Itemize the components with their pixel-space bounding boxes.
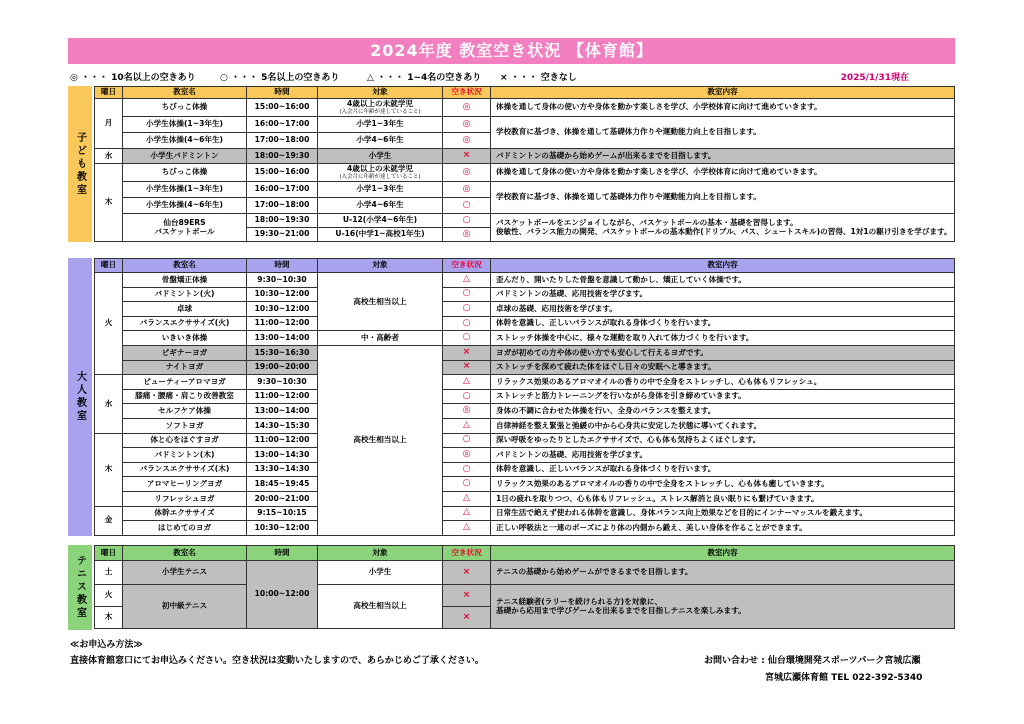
legend-5plus: ○ ・・・ 5名以上の空きあり (220, 73, 340, 83)
legend (70, 70, 955, 84)
class-name: ちびっこ体操 (123, 99, 247, 117)
day-cell: 木 (95, 164, 123, 242)
class-content: 体操を通して身体の使い方や身体を動かす楽しさを学び、小学校体育に向けて進めていきます。 (491, 164, 955, 182)
table-row (95, 345, 955, 360)
class-target: 高校生相当以上 (318, 585, 443, 629)
availability-mark: ○ (443, 462, 491, 477)
class-target: 高校生相当以上 (318, 345, 443, 535)
class-name: ちびっこ体操 (123, 164, 247, 182)
header-content: 教室内容 (491, 546, 955, 561)
availability-mark: ◎ (443, 117, 491, 133)
table-row (95, 561, 955, 585)
class-time: 9:30~10:30 (247, 375, 318, 390)
class-name: アロマヒーリングヨガ (123, 477, 247, 492)
class-target: U-16(中学1~高校1年生) (318, 228, 443, 242)
target-note: (入会月に年齢が達していること) (339, 108, 421, 115)
availability-mark: ○ (443, 198, 491, 214)
class-name: 初中級テニス (123, 585, 247, 629)
availability-mark: ◎ (443, 448, 491, 463)
table-row (95, 404, 955, 419)
table-row (95, 273, 955, 288)
kids-table (94, 86, 955, 242)
day-cell: 木 (95, 607, 123, 629)
availability-mark: ○ (443, 331, 491, 346)
header-day: 曜日 (95, 546, 123, 561)
availability-mark: △ (443, 273, 491, 288)
header-status: 空き状況 (443, 546, 491, 561)
class-time: 15:00~16:00 (247, 164, 318, 182)
header-name: 教室名 (123, 87, 247, 99)
header-content: 教室内容 (491, 87, 955, 99)
availability-mark: ○ (443, 302, 491, 317)
class-content: ストレッチと筋力トレーニングを行いながら身体を引き締めていきます。 (491, 389, 955, 404)
class-name-line2: バスケットボール (154, 226, 215, 236)
content-line1: テニス経験者(ラリーを続けられる方)を対象に、 (496, 597, 663, 607)
class-name: 小学生体操(1~3年生) (123, 117, 247, 133)
availability-mark: ○ (443, 477, 491, 492)
header-name: 教室名 (123, 546, 247, 561)
day-cell: 木 (95, 433, 123, 506)
class-target: 小学4~6年生 (318, 133, 443, 149)
class-time: 16:00~17:00 (247, 182, 318, 198)
header-name: 教室名 (123, 259, 247, 273)
class-content: 卓球の基礎、応用技術を学びます。 (491, 302, 955, 317)
class-time: 11:00~12:00 (247, 316, 318, 331)
class-name (123, 214, 247, 242)
table-row (95, 585, 955, 607)
adults-section-label: 大人教室 (68, 258, 92, 536)
tennis-table (94, 545, 955, 629)
class-content: 身体の不調に合わせた体操を行い、全身のバランスを整えます。 (491, 404, 955, 419)
class-target: 小学1~3年生 (318, 117, 443, 133)
header-target: 対象 (318, 87, 443, 99)
class-content: バドミントンの基礎、応用技術を学びます。 (491, 448, 955, 463)
legend-full: × ・・・ 空きなし (500, 73, 577, 83)
header-day: 曜日 (95, 87, 123, 99)
table-row (95, 302, 955, 317)
table-row (95, 117, 955, 133)
table-row (95, 389, 955, 404)
header-status: 空き状況 (443, 259, 491, 273)
adults-table (94, 258, 955, 536)
class-time: 13:30~14:30 (247, 462, 318, 477)
availability-mark: × (443, 607, 491, 629)
availability-mark: △ (443, 521, 491, 536)
class-content: 学校教育に基づき、体操を通して基礎体力作りや運動能力向上を目指します。 (491, 117, 955, 149)
class-time: 10:30~12:00 (247, 287, 318, 302)
class-name: 体幹エクササイズ (123, 506, 247, 521)
class-target: 小学生 (318, 561, 443, 585)
class-time: 19:30~21:00 (247, 228, 318, 242)
availability-mark: △ (443, 375, 491, 390)
content-line2: 俊敏性、バランス能力の開発、バスケットボールの基本動作(ドリブル、パス、シュートスキル)の習得、1対1の駆け引きを学びます。 (496, 226, 952, 236)
class-name: 小学生体操(1~3年生) (123, 182, 247, 198)
content-line1: バスケットボールをエンジョイしながら、バスケットボールの基本・基礎を習得します。 (496, 218, 798, 228)
class-content: 1日の疲れを取りつつ、心も体もリフレッシュ。ストレス解消と良い眠りにも繋げていきます。 (491, 491, 955, 506)
class-name: セルフケア体操 (123, 404, 247, 419)
application-method-text: 直接体育館窓口にてお申込みください。空き状況は変動いたしますので、あらかじめご了承ください。 (70, 656, 484, 666)
class-content (491, 214, 955, 242)
class-time: 17:00~18:00 (247, 198, 318, 214)
availability-mark: ○ (443, 433, 491, 448)
table-row (95, 521, 955, 536)
class-time: 10:30~12:00 (247, 521, 318, 536)
class-name-line1: 仙台89ERS (163, 218, 206, 228)
class-time: 19:00~20:00 (247, 360, 318, 375)
class-name: ビューティーアロマヨガ (123, 375, 247, 390)
class-content: 体幹を意識し、正しいバランスが取れる身体づくりを行います。 (491, 462, 955, 477)
contact-tel: 宮城広瀬体育館 TEL 022-392-5340 (765, 673, 923, 683)
class-name: 小学生体操(4~6年生) (123, 198, 247, 214)
day-cell: 金 (95, 506, 123, 535)
class-content (491, 585, 955, 629)
target-text: 4歳以上の未就学児 (346, 99, 414, 109)
availability-mark: × (443, 561, 491, 585)
header-day: 曜日 (95, 259, 123, 273)
class-time: 9:30~10:30 (247, 273, 318, 288)
class-name: 小学生バドミントン (123, 149, 247, 164)
table-row (95, 433, 955, 448)
class-time: 18:00~19:30 (247, 214, 318, 228)
class-time: 20:00~21:00 (247, 491, 318, 506)
class-content: リラックス効果のあるアロマオイルの香りの中で全身をストレッチし、心も体も癒していきます。 (491, 477, 955, 492)
page-title: 2024年度 教室空き状況 【体育館】 (68, 38, 955, 64)
table-row (95, 418, 955, 433)
contact-info: お問い合わせ : 仙台環境開発スポーツパーク宮城広瀬 (704, 656, 921, 666)
availability-mark: △ (443, 418, 491, 433)
target-text: 4歳以上の未就学児 (346, 164, 414, 174)
class-time: 11:00~12:00 (247, 433, 318, 448)
as-of-date: 2025/1/31現在 (840, 73, 909, 83)
header-target: 対象 (318, 259, 443, 273)
class-time: 15:00~16:00 (247, 99, 318, 117)
table-row (95, 214, 955, 228)
class-content: 歪んだり、開いたりした骨盤を意識して動かし、矯正していく体操です。 (491, 273, 955, 288)
availability-mark: ○ (443, 389, 491, 404)
table-row (95, 462, 955, 477)
day-cell: 月 (95, 99, 123, 149)
availability-mark: ◎ (443, 164, 491, 182)
class-name: ビギナーヨガ (123, 345, 247, 360)
day-cell: 水 (95, 149, 123, 164)
class-target: 小学4~6年生 (318, 198, 443, 214)
class-target: 高校生相当以上 (318, 273, 443, 331)
table-row (95, 287, 955, 302)
class-time: 9:15~10:15 (247, 506, 318, 521)
kids-header-row (95, 87, 955, 99)
day-cell: 火 (95, 585, 123, 607)
availability-mark: ◎ (443, 99, 491, 117)
class-name: 骨盤矯正体操 (123, 273, 247, 288)
class-name: バランスエクササイズ(火) (123, 316, 247, 331)
table-row (95, 477, 955, 492)
class-time: 13:00~14:30 (247, 448, 318, 463)
header-content: 教室内容 (491, 259, 955, 273)
legend-1to4: △ ・・・ 1~4名の空きあり (367, 73, 482, 83)
availability-mark: ○ (443, 287, 491, 302)
class-time: 18:45~19:45 (247, 477, 318, 492)
class-name: 体と心をほぐすヨガ (123, 433, 247, 448)
class-name: バドミントン(火) (123, 287, 247, 302)
class-name: はじめてのヨガ (123, 521, 247, 536)
class-target: 中・高齢者 (318, 331, 443, 346)
availability-mark: ◎ (443, 182, 491, 198)
content-line2: 基礎から応用まで学びゲームを出来るまでを目指しテニスを楽しみます。 (496, 605, 746, 615)
class-time: 17:00~18:00 (247, 133, 318, 149)
day-cell: 火 (95, 273, 123, 375)
class-time: 16:00~17:00 (247, 117, 318, 133)
table-row (95, 491, 955, 506)
tennis-section-label: テニス教室 (68, 545, 92, 630)
class-time: 18:00~19:30 (247, 149, 318, 164)
availability-mark: ◎ (443, 404, 491, 419)
day-cell: 水 (95, 375, 123, 433)
class-content: バドミントンの基礎から始めゲームが出来るまでを目指します。 (491, 149, 955, 164)
availability-mark: × (443, 585, 491, 607)
adults-header-row (95, 259, 955, 273)
class-target: 小学生 (318, 149, 443, 164)
table-row (95, 164, 955, 182)
table-row (95, 316, 955, 331)
class-content: テニスの基礎から始めゲームができるまでを目指します。 (491, 561, 955, 585)
class-name: 小学生体操(4~6年生) (123, 133, 247, 149)
class-time: 10:00~12:00 (247, 561, 318, 629)
availability-mark: △ (443, 506, 491, 521)
class-target (318, 99, 443, 117)
header-status: 空き状況 (443, 87, 491, 99)
class-name: 小学生テニス (123, 561, 247, 585)
availability-mark: ◎ (443, 133, 491, 149)
class-content: リラックス効果のあるアロマオイルの香りの中で全身をストレッチし、心も体もリフレッシュ。 (491, 375, 955, 390)
class-content: 正しい呼吸法と一連のポーズにより体の内側から鍛え、美しい身体を作ることができます。 (491, 521, 955, 536)
table-row (95, 99, 955, 117)
class-time: 11:00~12:00 (247, 389, 318, 404)
class-name: バドミントン(木) (123, 448, 247, 463)
class-content: ストレッチ体操を中心に、様々な運動を取り入れて体力づくりを行います。 (491, 331, 955, 346)
availability-mark: × (443, 360, 491, 375)
class-name: ナイトヨガ (123, 360, 247, 375)
class-content: ストレッチを深めて疲れた体をほぐし日々の安眠へと導きます。 (491, 360, 955, 375)
class-name: 卓球 (123, 302, 247, 317)
availability-mark: ◎ (443, 228, 491, 242)
target-note: (入会月に年齢が達していること) (339, 173, 421, 180)
class-name: リフレッシュヨガ (123, 491, 247, 506)
availability-mark: ○ (443, 214, 491, 228)
class-time: 13:00~14:00 (247, 404, 318, 419)
class-target (318, 164, 443, 182)
class-name: バランスエクササイズ(木) (123, 462, 247, 477)
table-row (95, 149, 955, 164)
availability-mark: × (443, 345, 491, 360)
class-name: ソフトヨガ (123, 418, 247, 433)
table-row (95, 360, 955, 375)
header-time: 時間 (247, 546, 318, 561)
table-row (95, 506, 955, 521)
table-row (95, 331, 955, 346)
availability-mark: × (443, 149, 491, 164)
class-time: 13:00~14:00 (247, 331, 318, 346)
tennis-header-row (95, 546, 955, 561)
class-name: いきいき体操 (123, 331, 247, 346)
class-target: 小学1~3年生 (318, 182, 443, 198)
class-content: 体幹を意識し、正しいバランスが取れる身体づくりを行います。 (491, 316, 955, 331)
day-cell: 土 (95, 561, 123, 585)
class-target: U-12(小学4~6年生) (318, 214, 443, 228)
class-content: 深い呼吸をゆったりとしたエクササイズで、心も体も気持ちよくほぐします。 (491, 433, 955, 448)
legend-10plus: ◎ ・・・ 10名以上の空きあり (70, 73, 196, 83)
table-row (95, 375, 955, 390)
class-content: 日常生活で絶えず使われる体幹を意識し、身体バランス向上効果などを目的にインナーマッスルを鍛えます。 (491, 506, 955, 521)
table-row (95, 182, 955, 198)
class-time: 14:30~15:30 (247, 418, 318, 433)
class-content: ヨガが初めての方や体の使い方でも安心して行えるヨガです。 (491, 345, 955, 360)
table-row (95, 448, 955, 463)
header-time: 時間 (247, 87, 318, 99)
header-target: 対象 (318, 546, 443, 561)
availability-mark: ○ (443, 316, 491, 331)
header-time: 時間 (247, 259, 318, 273)
class-time: 15:30~16:30 (247, 345, 318, 360)
class-content: 体操を通して身体の使い方や身体を動かす楽しさを学び、小学校体育に向けて進めていきます。 (491, 99, 955, 117)
availability-mark: △ (443, 491, 491, 506)
class-content: 自律神経を整え緊張と弛緩の中から心身共に安定した状態に導いてくれます。 (491, 418, 955, 433)
kids-section-label: 子ども教室 (68, 86, 92, 242)
class-name: 膝痛・腰痛・肩こり改善教室 (123, 389, 247, 404)
class-content: バドミントンの基礎、応用技術を学びます。 (491, 287, 955, 302)
class-content: 学校教育に基づき、体操を通して基礎体力作りや運動能力向上を目指します。 (491, 182, 955, 214)
class-time: 10:30~12:00 (247, 302, 318, 317)
application-method-title: ≪お申込み方法≫ (70, 640, 143, 650)
